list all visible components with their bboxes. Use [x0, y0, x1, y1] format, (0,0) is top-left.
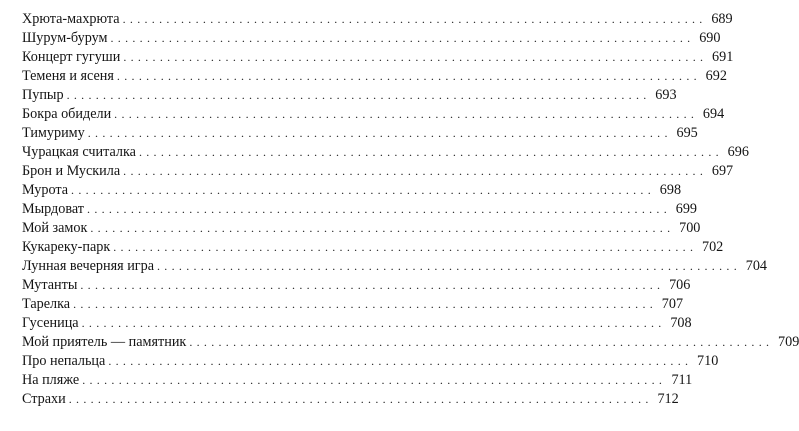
toc-entry-page: 698	[659, 182, 682, 198]
toc-entry-title: Гусеница	[22, 315, 79, 331]
toc-entry-7	[22, 143, 749, 162]
toc-entry-14	[22, 276, 691, 295]
toc-entry-9	[22, 181, 682, 200]
toc-entry-page: 694	[702, 106, 725, 122]
toc-entry-13	[22, 257, 767, 276]
toc-entry-page: 709	[778, 334, 799, 350]
dot-leader: ................................................................................	[110, 31, 695, 45]
toc-entry-page: 695	[676, 125, 698, 141]
toc-entry-page: 706	[669, 277, 691, 293]
toc-entry-page: 689	[711, 11, 733, 27]
toc-entry-title: Теменя и ясеня	[22, 68, 114, 84]
dot-leader: ................................................................................	[122, 12, 707, 26]
toc-entry-5	[22, 105, 725, 124]
toc-entry-page: 712	[657, 391, 679, 407]
dot-leader: ................................................................................	[71, 183, 656, 197]
toc-entry-title: Мутанты	[22, 277, 78, 293]
toc-entry-8	[22, 162, 734, 181]
toc-entry-title: Кукареку-парк	[22, 239, 111, 255]
toc-entry-title: Чурацкая считалка	[22, 144, 136, 160]
toc-entry-title: Мой приятель — памятник	[22, 334, 187, 350]
toc-entry-title: Пупыр	[22, 87, 64, 103]
toc-entry-16	[22, 314, 692, 333]
toc-entry-title: Хрюта-махрюта	[22, 11, 120, 27]
toc-entry-3	[22, 67, 727, 86]
dot-leader: ................................................................................	[68, 392, 653, 406]
toc-entry-1	[22, 29, 721, 48]
dot-leader: ................................................................................	[87, 126, 672, 140]
dot-leader: ................................................................................	[157, 259, 741, 273]
toc-entry-page: 700	[679, 220, 701, 236]
dot-leader: ................................................................................	[114, 107, 699, 121]
toc-entry-page: 710	[697, 353, 719, 369]
dot-leader: ................................................................................	[73, 297, 658, 311]
toc-entry-12	[22, 238, 724, 257]
toc-entry-page: 702	[701, 239, 724, 255]
toc-entry-title: Тарелка	[22, 296, 71, 312]
toc-entry-page: 690	[699, 30, 721, 46]
toc-entry-title: Шурум-бурум	[22, 30, 108, 46]
toc-entry-20	[22, 390, 679, 409]
toc-entry-title: Концерт гугуши	[22, 49, 121, 65]
toc-entry-title: Мырдоват	[22, 201, 85, 217]
dot-leader: ................................................................................	[123, 50, 708, 64]
toc-entry-page: 711	[671, 372, 693, 388]
toc-entry-page: 692	[705, 68, 727, 84]
toc-entry-page: 697	[711, 163, 734, 179]
toc-entry-title: Бокра обидели	[22, 106, 112, 122]
toc-entry-0	[22, 10, 733, 29]
toc-entry-page: 693	[655, 87, 677, 103]
toc-entry-15	[22, 295, 684, 314]
dot-leader: ................................................................................	[82, 373, 667, 387]
dot-leader: ................................................................................	[66, 88, 651, 102]
toc-entry-2	[22, 48, 734, 67]
toc-entry-title: Про непальца	[22, 353, 106, 369]
toc-entry-page: 707	[661, 296, 684, 312]
toc-entry-17	[22, 333, 799, 352]
toc-entry-18	[22, 352, 719, 371]
dot-leader: ................................................................................	[108, 354, 693, 368]
toc-entry-page: 699	[675, 201, 698, 217]
toc-entry-title: Мой замок	[22, 220, 88, 236]
dot-leader: ................................................................................	[189, 335, 774, 349]
toc-entry-title: Брон и Мускила	[22, 163, 121, 179]
toc-entry-page: 696	[727, 144, 749, 160]
toc-entry-6	[22, 124, 698, 143]
toc-entry-title: Лунная вечерняя игра	[22, 258, 154, 274]
dot-leader: ................................................................................	[81, 316, 666, 330]
toc-entry-10	[22, 200, 698, 219]
toc-entry-title: Мурота	[22, 182, 69, 198]
dot-leader: ................................................................................	[138, 145, 723, 159]
table-of-contents	[22, 10, 799, 409]
dot-leader: ................................................................................	[116, 69, 701, 83]
toc-entry-11	[22, 219, 701, 238]
toc-entry-19	[22, 371, 693, 390]
dot-leader: ................................................................................	[113, 240, 698, 254]
toc-entry-page: 704	[745, 258, 767, 274]
toc-entry-page: 708	[670, 315, 692, 331]
dot-leader: ................................................................................	[87, 202, 672, 216]
toc-entry-page: 691	[712, 49, 734, 65]
dot-leader: ................................................................................	[80, 278, 665, 292]
toc-entry-title: Страхи	[22, 391, 66, 407]
dot-leader: ................................................................................	[123, 164, 708, 178]
toc-entry-title: На пляже	[22, 372, 80, 388]
dot-leader: ................................................................................	[90, 221, 675, 235]
toc-entry-4	[22, 86, 677, 105]
toc-entry-title: Тимуриму	[22, 125, 85, 141]
